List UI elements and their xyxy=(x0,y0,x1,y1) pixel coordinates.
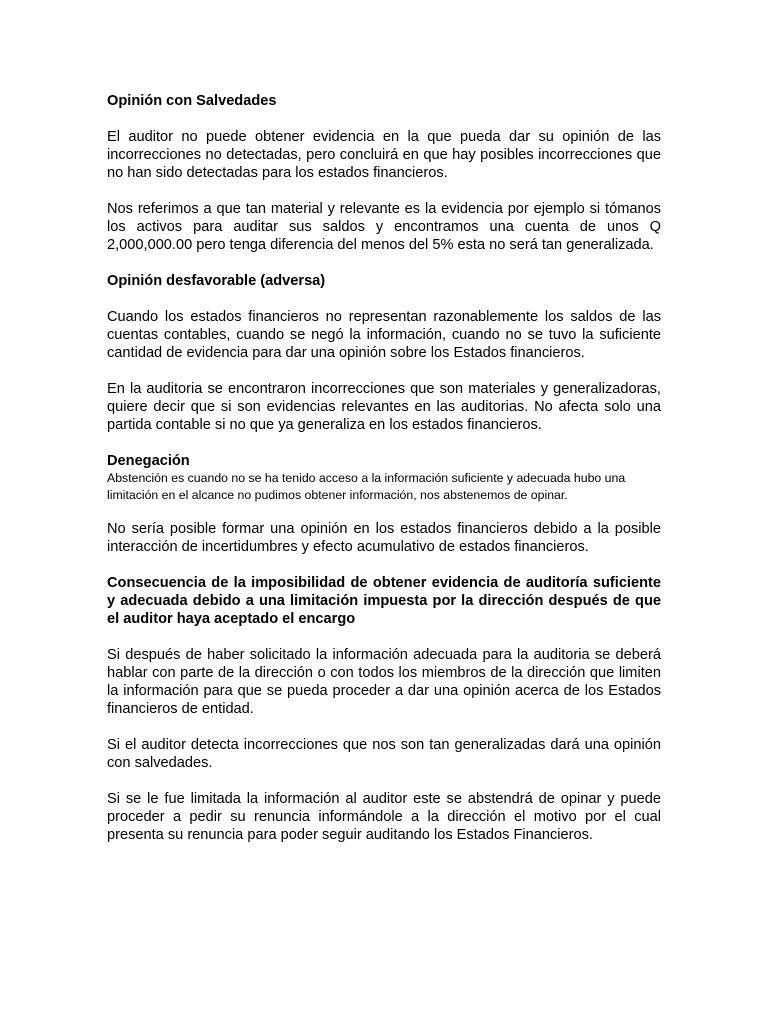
spacer xyxy=(107,628,661,646)
spacer xyxy=(107,434,661,452)
spacer xyxy=(107,362,661,380)
denegacion-note: Abstención es cuando no se ha tenido acceso a la información suficiente y adecuada hubo una limitación en el alcance no pudimos obtener información, nos abstenemos de opinar. xyxy=(107,471,626,502)
spacer xyxy=(107,182,661,200)
paragraph: Si el auditor detecta incorrecciones que nos son tan generalizadas dará una opinión con salvedades. xyxy=(107,737,661,771)
spacer xyxy=(107,718,661,736)
paragraph: Nos referimos a que tan material y relevante es la evidencia por ejemplo si tómanos los activos para auditar sus saldos y encontramos una cuenta de unos Q 2,000,000.00 pero tenga diferencia del menos del 5% esta no será tan generalizada. xyxy=(107,201,661,253)
section-heading-denegacion: Denegación xyxy=(107,453,190,469)
spacer xyxy=(107,556,661,574)
paragraph: En la auditoria se encontraron incorrecciones que son materiales y generalizadoras, quiere decir que si son evidencias relevantes en las auditorias. No afecta solo una partida contable si no que ya generaliza en los estados financieros. xyxy=(107,381,661,433)
paragraph: Si después de haber solicitado la información adecuada para la auditoria se deberá hablar con parte de la dirección o con todos los miembros de la dirección que limiten la información para que se pueda proceder a dar una opinión acerca de los Estados financieros de entidad. xyxy=(107,647,661,717)
paragraph: Si se le fue limitada la información al auditor este se abstendrá de opinar y puede proceder a pedir su renuncia informándole a la dirección el motivo por el cual presenta su renuncia para poder seguir auditando los Estados Financieros. xyxy=(107,791,661,843)
spacer xyxy=(107,110,661,128)
section-heading-adversa: Opinión desfavorable (adversa) xyxy=(107,273,326,289)
spacer xyxy=(107,290,661,308)
paragraph: El auditor no puede obtener evidencia en la que pueda dar su opinión de las incorrecciones no detectadas, pero concluirá en que hay posibles incorrecciones que no han sido detectadas para los estados financieros. xyxy=(107,129,661,181)
paragraph: No sería posible formar una opinión en los estados financieros debido a la posible interacción de incertidumbres y efecto acumulativo de estados financieros. xyxy=(107,521,661,555)
spacer xyxy=(107,503,661,520)
document-page xyxy=(107,92,661,844)
spacer xyxy=(107,772,661,790)
spacer xyxy=(107,254,661,272)
section-heading-salvedades: Opinión con Salvedades xyxy=(107,93,277,109)
section-heading-consecuencia: Consecuencia de la imposibilidad de obtener evidencia de auditoría suficiente y adecuada debido a una limitación impuesta por la dirección después de que el auditor haya aceptado el encargo xyxy=(107,575,661,627)
paragraph: Cuando los estados financieros no representan razonablemente los saldos de las cuentas contables, cuando se negó la información, cuando no se tuvo la suficiente cantidad de evidencia para dar una opinión sobre los Estados financieros. xyxy=(107,309,661,361)
